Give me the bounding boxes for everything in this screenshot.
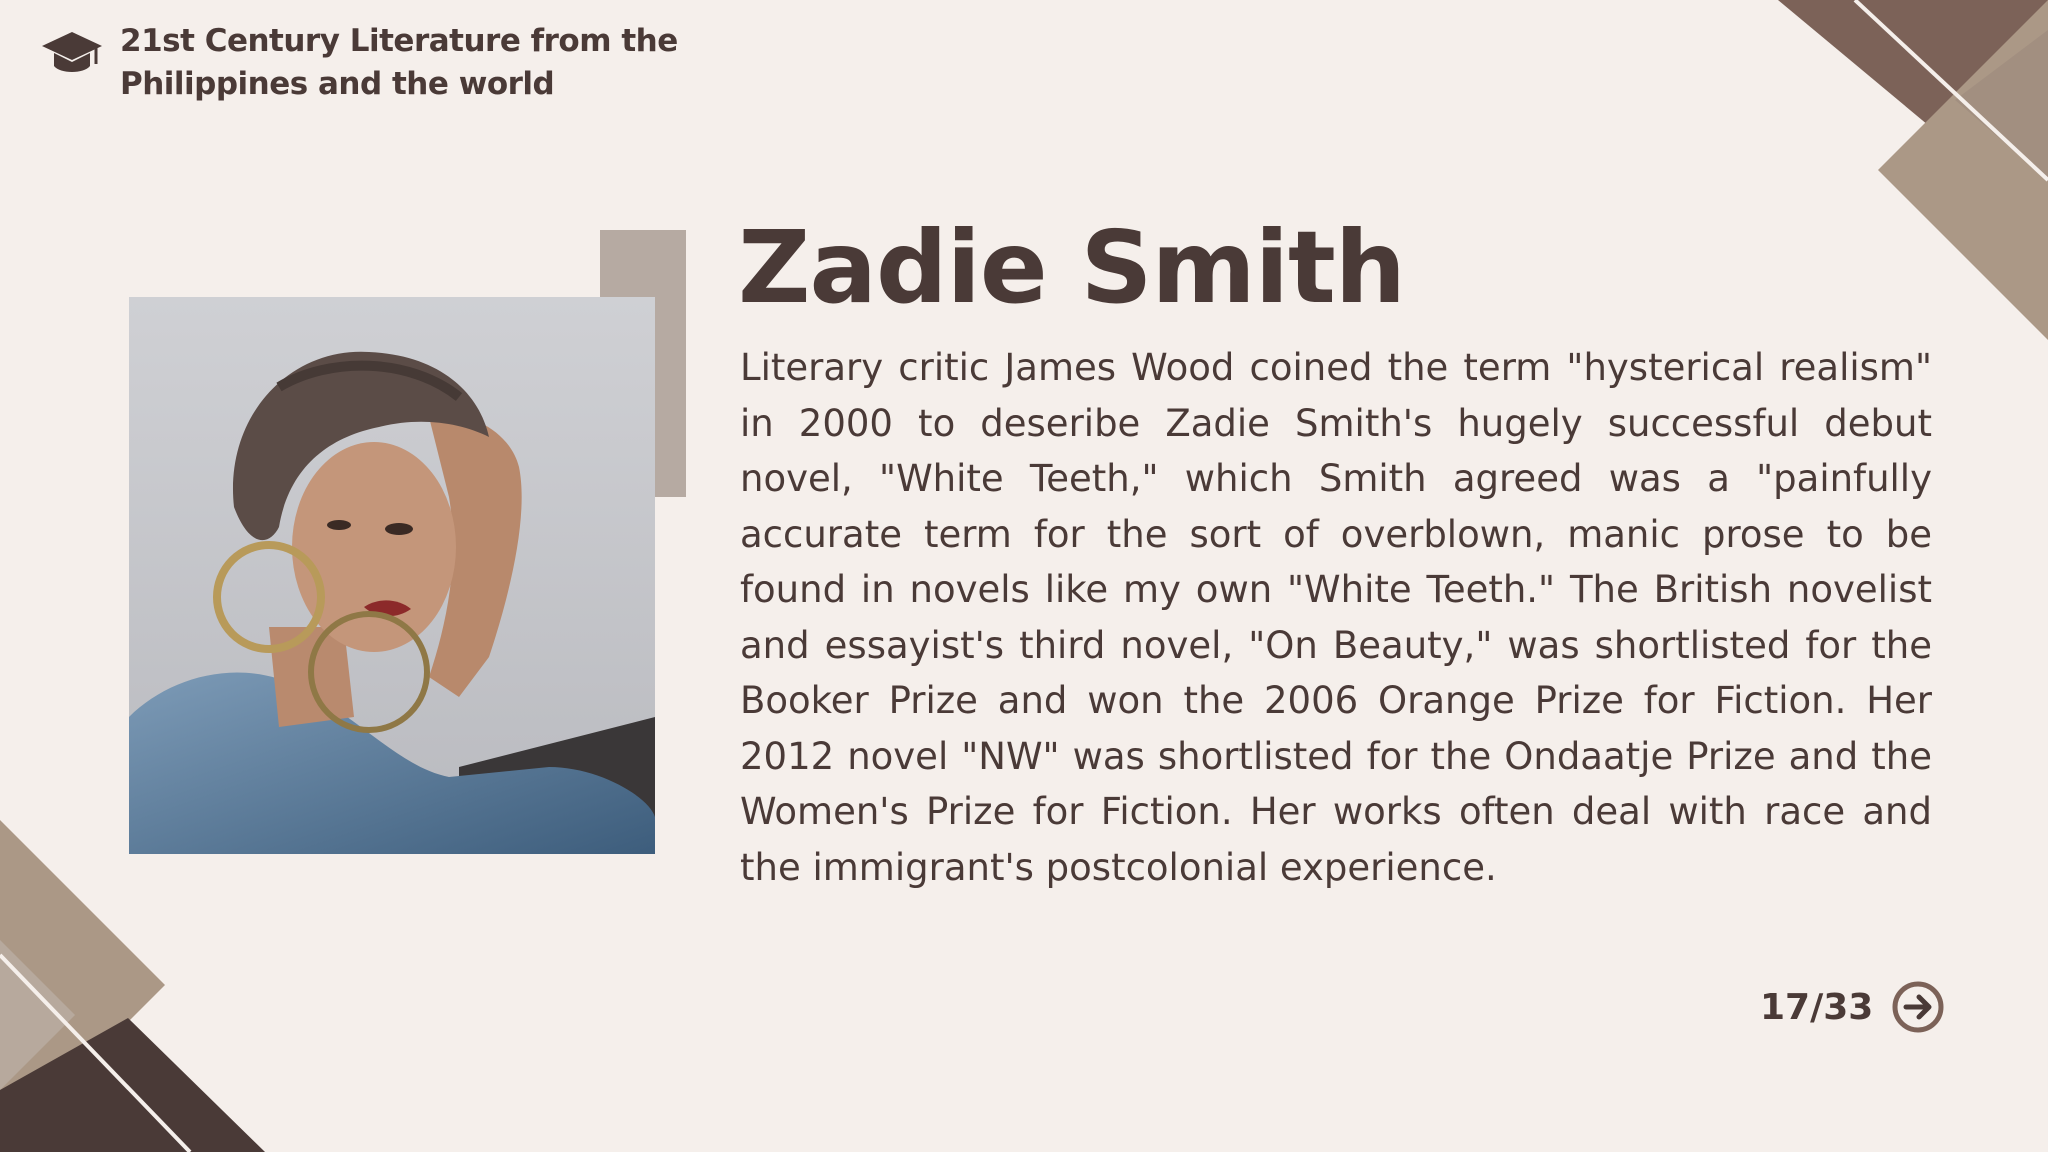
- author-name: Zadie Smith: [738, 209, 1405, 326]
- bottom-left-line: [0, 955, 190, 1152]
- bottom-left-dark-shape: [0, 1018, 265, 1152]
- top-right-mid-shape: [1878, 0, 2048, 340]
- top-right-dark-shape: [1778, 0, 2048, 150]
- header-title: 21st Century Literature from the Philippines and the world: [120, 23, 678, 102]
- portrait-photo: [129, 297, 655, 854]
- graduation-cap-icon: [40, 20, 104, 84]
- author-bio: Literary critic James Wood coined the term "hysterical realism" in 2000 to deseribe Zadie Smith's hugely successful debut novel, "White Teeth," which Smith agreed was a "painfully accurate term for the sort of overblown, manic prose to be found in novels like my own "White Teeth." The British novelist and essayist's third novel, "On Beauty," was shortlisted for the Booker Prize and won the 2006 Orange Prize for Fiction. Her 2012 novel "NW" was shortlisted for the Ondaatje Prize and the Women's Prize for Fiction. Her works often deal with race and the immigrant's postcolonial experience.: [740, 346, 1932, 889]
- bottom-left-mid-shape: [0, 820, 165, 1150]
- top-right-mid-shape-2: [1955, 30, 2048, 180]
- bottom-left-light-shape: [0, 940, 75, 1090]
- pager: [1760, 980, 1945, 1034]
- arrow-right-circle-icon[interactable]: [1891, 980, 1945, 1034]
- page-number: 17/33: [1760, 986, 1874, 1028]
- header: [40, 20, 680, 106]
- top-right-line: [1855, 0, 2048, 180]
